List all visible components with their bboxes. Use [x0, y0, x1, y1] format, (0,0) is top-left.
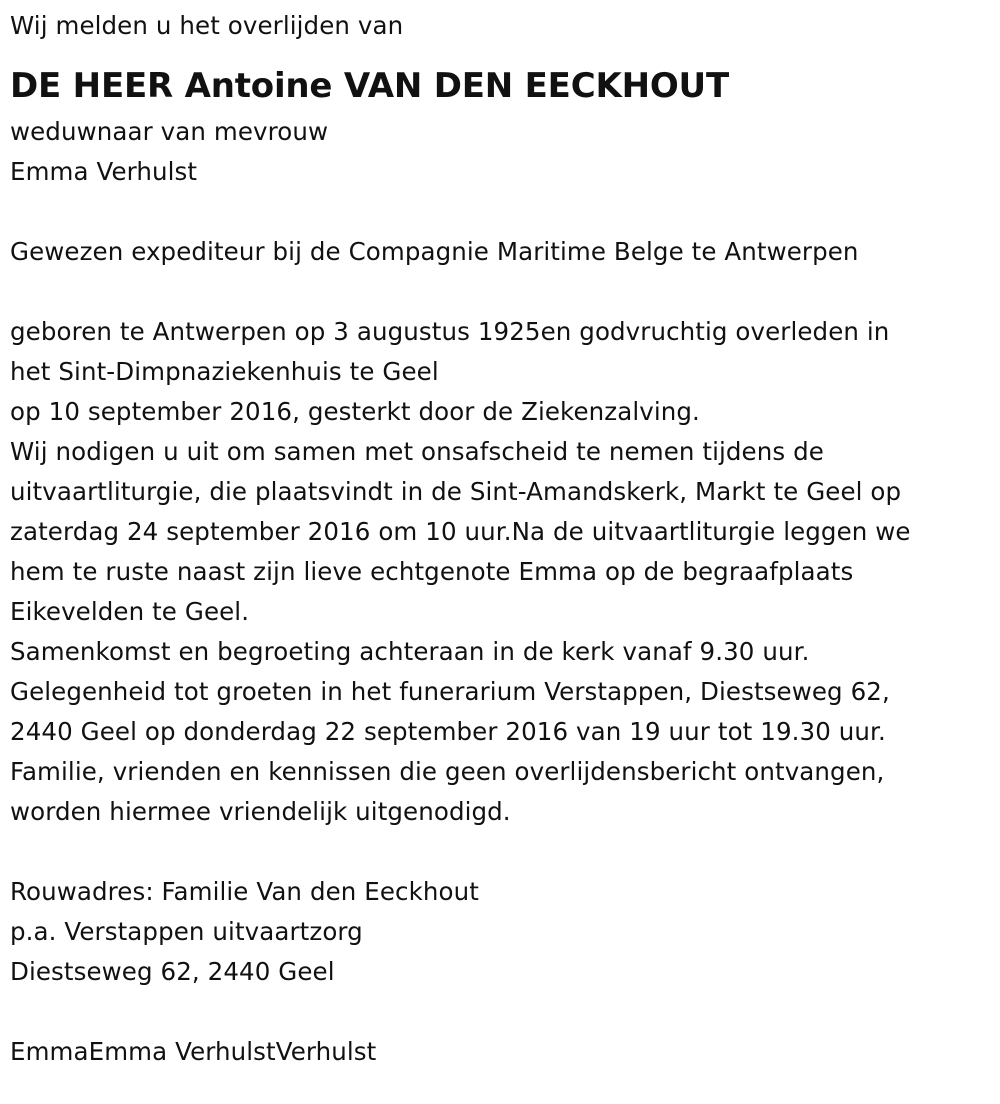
body-paragraph	[10, 312, 995, 832]
spacer	[10, 272, 995, 312]
body-line: Familie, vrienden en kennissen die geen overlijdensbericht ontvangen,	[10, 757, 885, 786]
spouse-name: Emma Verhulst	[10, 157, 198, 186]
spacer	[10, 192, 995, 232]
spouse-relation: weduwnaar van mevrouw	[10, 117, 329, 146]
body-line: zaterdag 24 september 2016 om 10 uur.Na de uitvaartliturgie leggen we	[10, 517, 911, 546]
signature-text: EmmaEmma VerhulstVerhulst	[10, 1037, 377, 1066]
occupation-text: Gewezen expediteur bij de Compagnie Maritime Belge te Antwerpen	[10, 237, 859, 266]
body-line: Gelegenheid tot groeten in het funerarium Verstappen, Diestseweg 62,	[10, 677, 890, 706]
deceased-name: DE HEER Antoine VAN DEN EECKHOUT	[10, 66, 729, 106]
obituary-document	[10, 6, 995, 1072]
spacer	[10, 992, 995, 1032]
mourning-address	[10, 872, 995, 992]
body-line: Eikevelden te Geel.	[10, 597, 250, 626]
body-line: geboren te Antwerpen op 3 augustus 1925en godvruchtig overleden in	[10, 317, 890, 346]
body-line: worden hiermee vriendelijk uitgenodigd.	[10, 797, 511, 826]
address-line: Rouwadres: Familie Van den Eeckhout	[10, 877, 479, 906]
intro-text: Wij melden u het overlijden van	[10, 11, 404, 40]
body-line: 2440 Geel op donderdag 22 september 2016 van 19 uur tot 19.30 uur.	[10, 717, 886, 746]
spacer	[10, 832, 995, 872]
body-line: op 10 september 2016, gesterkt door de Ziekenzalving.	[10, 397, 700, 426]
body-line: het Sint-Dimpnaziekenhuis te Geel	[10, 357, 439, 386]
body-line: hem te ruste naast zijn lieve echtgenote Emma op de begraafplaats	[10, 557, 854, 586]
address-line: Diestseweg 62, 2440 Geel	[10, 957, 335, 986]
body-line: Wij nodigen u uit om samen met onsafscheid te nemen tijdens de	[10, 437, 824, 466]
body-line: Samenkomst en begroeting achteraan in de kerk vanaf 9.30 uur.	[10, 637, 810, 666]
address-line: p.a. Verstappen uitvaartzorg	[10, 917, 363, 946]
body-line: uitvaartliturgie, die plaatsvindt in de Sint-Amandskerk, Markt te Geel op	[10, 477, 902, 506]
